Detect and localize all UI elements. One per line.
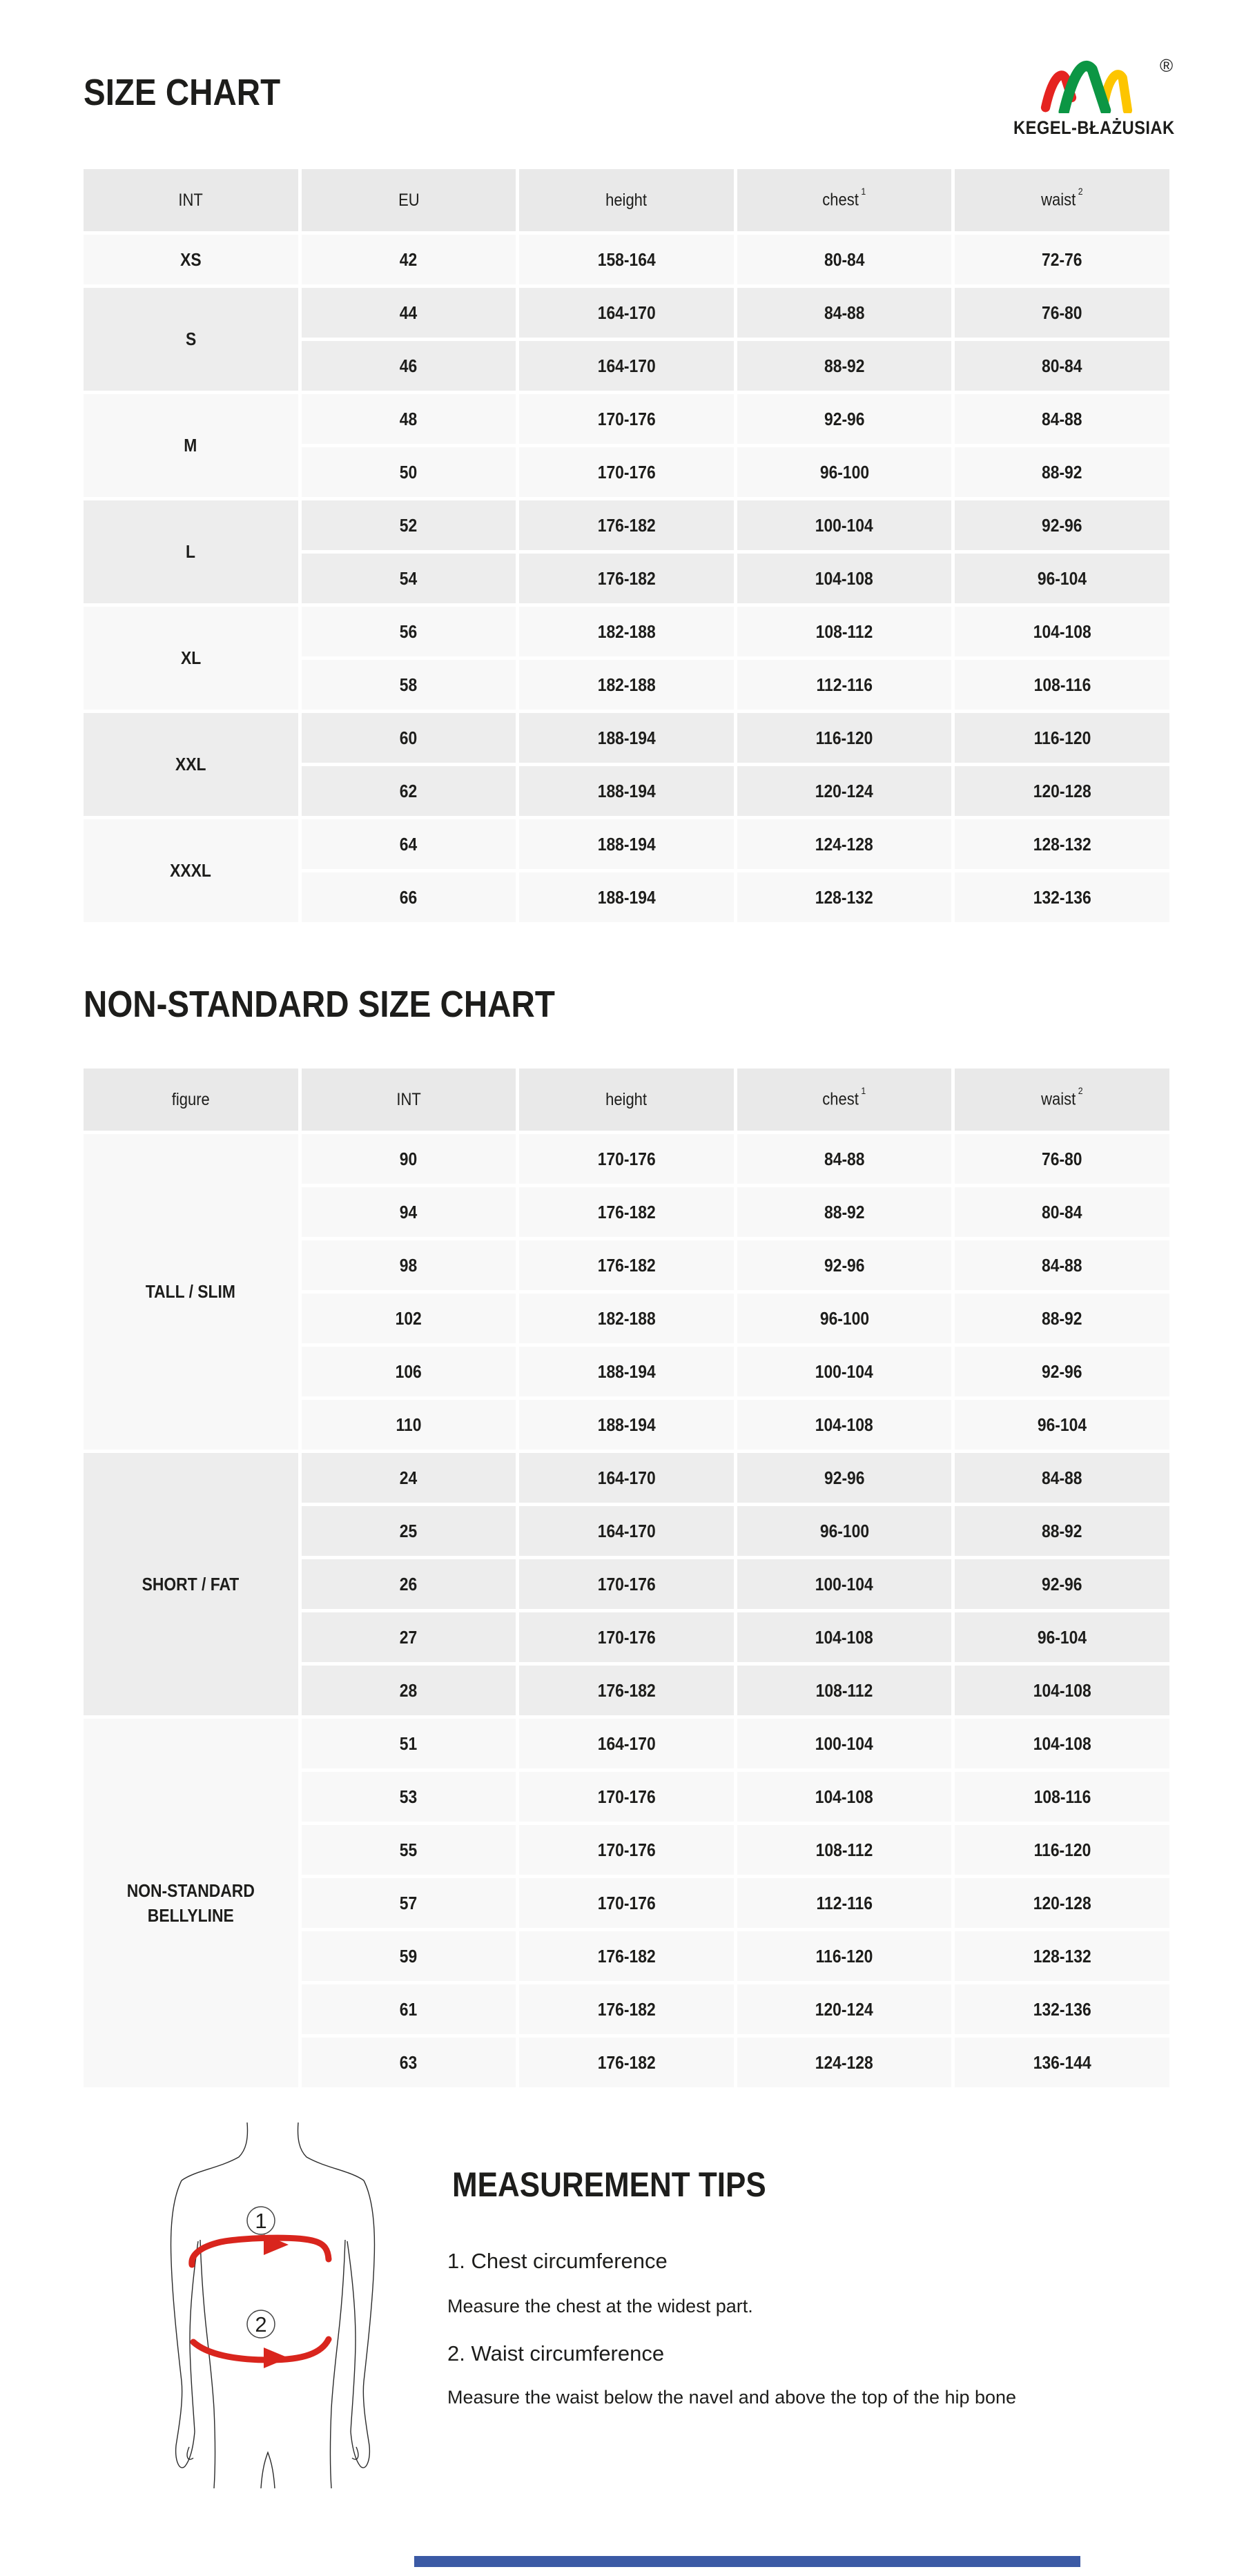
size-group-label: L — [84, 500, 298, 603]
size-value-cell: 182-188 — [519, 607, 734, 656]
size-value-cell: 132-136 — [955, 872, 1169, 922]
size-value-cell: 170-176 — [519, 1772, 734, 1822]
size-value-cell: 164-170 — [519, 288, 734, 338]
size-value-cell: 92-96 — [955, 1347, 1169, 1396]
logo-mountains-icon — [1033, 55, 1143, 113]
size-value-cell: 120-128 — [955, 1878, 1169, 1928]
size-value-cell: 188-194 — [519, 713, 734, 763]
size-value-cell: 92-96 — [737, 1453, 952, 1503]
size-value-cell: 170-176 — [519, 1612, 734, 1662]
size-value-cell: 66 — [302, 872, 516, 922]
size-value-cell: 176-182 — [519, 1931, 734, 1981]
size-value-cell: 116-120 — [955, 713, 1169, 763]
size-value-cell: 92-96 — [955, 1559, 1169, 1609]
waist-measure-band — [193, 2339, 329, 2368]
column-header-waist: waist $^2$ — [955, 1069, 1169, 1131]
size-value-cell: 170-176 — [519, 447, 734, 497]
size-value-cell: 120-124 — [737, 1984, 952, 2034]
size-value-cell: 54 — [302, 554, 516, 603]
chest-marker-number: 1 — [255, 2209, 267, 2233]
chest-marker-badge — [247, 2207, 275, 2234]
size-value-cell: 116-120 — [737, 1931, 952, 1981]
page-title: SIZE CHART — [84, 72, 281, 113]
size-group-label: XL — [84, 607, 298, 710]
size-value-cell: 112-116 — [737, 660, 952, 710]
size-value-cell: 170-176 — [519, 1825, 734, 1875]
size-value-cell: 128-132 — [955, 819, 1169, 869]
size-group-label: S — [84, 288, 298, 391]
size-value-cell: 164-170 — [519, 1719, 734, 1768]
size-value-cell: 100-104 — [737, 1719, 952, 1768]
size-value-cell: 88-92 — [737, 1187, 952, 1237]
size-value-cell: 104-108 — [737, 554, 952, 603]
size-value-cell: 124-128 — [737, 2038, 952, 2087]
size-value-cell: 84-88 — [955, 1240, 1169, 1290]
size-value-cell: 170-176 — [519, 1134, 734, 1184]
size-value-cell: 84-88 — [737, 1134, 952, 1184]
size-value-cell: 52 — [302, 500, 516, 550]
column-header-height: height — [519, 1069, 734, 1131]
measurement-tips-title: MEASUREMENT TIPS — [452, 2165, 766, 2204]
size-value-cell: 28 — [302, 1666, 516, 1715]
waist-marker-number: 2 — [255, 2312, 267, 2336]
size-value-cell: 98 — [302, 1240, 516, 1290]
size-value-cell: 84-88 — [955, 394, 1169, 444]
size-group-label: NON-STANDARD BELLYLINE — [84, 1719, 298, 2087]
size-value-cell: 182-188 — [519, 1294, 734, 1343]
size-value-cell: 176-182 — [519, 1984, 734, 2034]
chest-measure-band — [192, 2234, 329, 2265]
size-value-cell: 100-104 — [737, 1347, 952, 1396]
size-value-cell: 158-164 — [519, 235, 734, 284]
size-value-cell: 62 — [302, 766, 516, 816]
size-value-cell: 55 — [302, 1825, 516, 1875]
size-value-cell: 128-132 — [955, 1931, 1169, 1981]
waist-marker-badge — [247, 2310, 275, 2338]
size-value-cell: 188-194 — [519, 872, 734, 922]
column-header-eu: EU — [302, 169, 516, 231]
size-value-cell: 116-120 — [955, 1825, 1169, 1875]
size-value-cell: 96-100 — [737, 1294, 952, 1343]
size-value-cell: 170-176 — [519, 394, 734, 444]
size-chart-table — [84, 169, 1169, 922]
size-value-cell: 59 — [302, 1931, 516, 1981]
column-header-int: INT — [302, 1069, 516, 1131]
size-value-cell: 44 — [302, 288, 516, 338]
size-value-cell: 24 — [302, 1453, 516, 1503]
size-value-cell: 188-194 — [519, 766, 734, 816]
size-value-cell: 80-84 — [737, 235, 952, 284]
non-standard-size-chart-table — [84, 1069, 1169, 2087]
size-group-label: TALL / SLIM — [84, 1134, 298, 1450]
size-value-cell: 96-104 — [955, 1400, 1169, 1450]
chest-tip-title: 1. Chest circumference — [447, 2249, 668, 2273]
size-value-cell: 176-182 — [519, 1240, 734, 1290]
size-value-cell: 25 — [302, 1506, 516, 1556]
size-group-label: M — [84, 394, 298, 497]
size-value-cell: 57 — [302, 1878, 516, 1928]
size-value-cell: 104-108 — [955, 1666, 1169, 1715]
size-value-cell: 53 — [302, 1772, 516, 1822]
size-value-cell: 64 — [302, 819, 516, 869]
size-value-cell: 96-104 — [955, 1612, 1169, 1662]
size-value-cell: 58 — [302, 660, 516, 710]
size-value-cell: 116-120 — [737, 713, 952, 763]
brand-name: KEGEL-BŁAŻUSIAK — [1013, 117, 1175, 138]
size-value-cell: 188-194 — [519, 1347, 734, 1396]
size-value-cell: 96-104 — [955, 554, 1169, 603]
column-header-figure: figure — [84, 1069, 298, 1131]
size-value-cell: 92-96 — [955, 500, 1169, 550]
size-value-cell: 108-112 — [737, 1825, 952, 1875]
non-standard-title: NON-STANDARD SIZE CHART — [84, 984, 555, 1025]
size-value-cell: 96-100 — [737, 1506, 952, 1556]
body-measurement-figure — [159, 2123, 387, 2488]
size-value-cell: 61 — [302, 1984, 516, 2034]
size-value-cell: 164-170 — [519, 1506, 734, 1556]
size-value-cell: 50 — [302, 447, 516, 497]
column-header-height: height — [519, 169, 734, 231]
size-value-cell: 108-116 — [955, 1772, 1169, 1822]
size-group-label: XXXL — [84, 819, 298, 922]
size-value-cell: 26 — [302, 1559, 516, 1609]
size-value-cell: 104-108 — [737, 1772, 952, 1822]
size-value-cell: 76-80 — [955, 1134, 1169, 1184]
size-value-cell: 108-116 — [955, 660, 1169, 710]
size-value-cell: 176-182 — [519, 1187, 734, 1237]
size-group-label: SHORT / FAT — [84, 1453, 298, 1715]
size-value-cell: 104-108 — [737, 1400, 952, 1450]
size-value-cell: 80-84 — [955, 341, 1169, 391]
size-value-cell: 120-124 — [737, 766, 952, 816]
size-value-cell: 182-188 — [519, 660, 734, 710]
size-value-cell: 170-176 — [519, 1878, 734, 1928]
size-value-cell: 104-108 — [737, 1612, 952, 1662]
size-value-cell: 164-170 — [519, 341, 734, 391]
size-value-cell: 176-182 — [519, 554, 734, 603]
size-value-cell: 170-176 — [519, 1559, 734, 1609]
size-group-label: XXL — [84, 713, 298, 816]
column-header-chest: chest $^1$ — [737, 1069, 952, 1131]
size-value-cell: 56 — [302, 607, 516, 656]
registered-trademark: ® — [1160, 55, 1174, 76]
size-value-cell: 100-104 — [737, 1559, 952, 1609]
size-value-cell: 92-96 — [737, 1240, 952, 1290]
size-value-cell: 63 — [302, 2038, 516, 2087]
size-value-cell: 188-194 — [519, 819, 734, 869]
size-value-cell: 42 — [302, 235, 516, 284]
footer-accent-bar — [414, 2556, 1080, 2567]
size-value-cell: 88-92 — [955, 1506, 1169, 1556]
size-value-cell: 60 — [302, 713, 516, 763]
size-value-cell: 102 — [302, 1294, 516, 1343]
size-value-cell: 84-88 — [955, 1453, 1169, 1503]
size-value-cell: 88-92 — [955, 1294, 1169, 1343]
size-value-cell: 104-108 — [955, 607, 1169, 656]
size-value-cell: 94 — [302, 1187, 516, 1237]
size-value-cell: 27 — [302, 1612, 516, 1662]
size-value-cell: 72-76 — [955, 235, 1169, 284]
size-value-cell: 104-108 — [955, 1719, 1169, 1768]
size-value-cell: 176-182 — [519, 2038, 734, 2087]
size-value-cell: 48 — [302, 394, 516, 444]
size-value-cell: 120-128 — [955, 766, 1169, 816]
size-value-cell: 76-80 — [955, 288, 1169, 338]
size-value-cell: 108-112 — [737, 1666, 952, 1715]
column-header-chest: chest $^1$ — [737, 169, 952, 231]
waist-arrowhead-icon — [264, 2348, 289, 2368]
size-value-cell: 90 — [302, 1134, 516, 1184]
size-value-cell: 188-194 — [519, 1400, 734, 1450]
size-value-cell: 46 — [302, 341, 516, 391]
size-value-cell: 136-144 — [955, 2038, 1169, 2087]
size-value-cell: 164-170 — [519, 1453, 734, 1503]
body-outline — [171, 2123, 375, 2488]
size-value-cell: 128-132 — [737, 872, 952, 922]
size-value-cell: 88-92 — [737, 341, 952, 391]
size-group-label: XS — [84, 235, 298, 284]
size-value-cell: 84-88 — [737, 288, 952, 338]
size-value-cell: 80-84 — [955, 1187, 1169, 1237]
size-value-cell: 108-112 — [737, 607, 952, 656]
size-value-cell: 100-104 — [737, 500, 952, 550]
chest-tip-text: Measure the chest at the widest part. — [447, 2296, 753, 2316]
size-value-cell: 51 — [302, 1719, 516, 1768]
waist-tip-text: Measure the waist below the navel and above the top of the hip bone — [447, 2387, 1017, 2408]
size-value-cell: 124-128 — [737, 819, 952, 869]
brand-logo — [1013, 55, 1207, 139]
size-value-cell: 132-136 — [955, 1984, 1169, 2034]
size-value-cell: 176-182 — [519, 1666, 734, 1715]
size-value-cell: 112-116 — [737, 1878, 952, 1928]
column-header-waist: waist $^2$ — [955, 169, 1169, 231]
size-value-cell: 176-182 — [519, 500, 734, 550]
size-value-cell: 96-100 — [737, 447, 952, 497]
size-value-cell: 88-92 — [955, 447, 1169, 497]
size-value-cell: 106 — [302, 1347, 516, 1396]
waist-tip-title: 2. Waist circumference — [447, 2341, 665, 2365]
column-header-int: INT — [84, 169, 298, 231]
size-value-cell: 92-96 — [737, 394, 952, 444]
size-value-cell: 110 — [302, 1400, 516, 1450]
